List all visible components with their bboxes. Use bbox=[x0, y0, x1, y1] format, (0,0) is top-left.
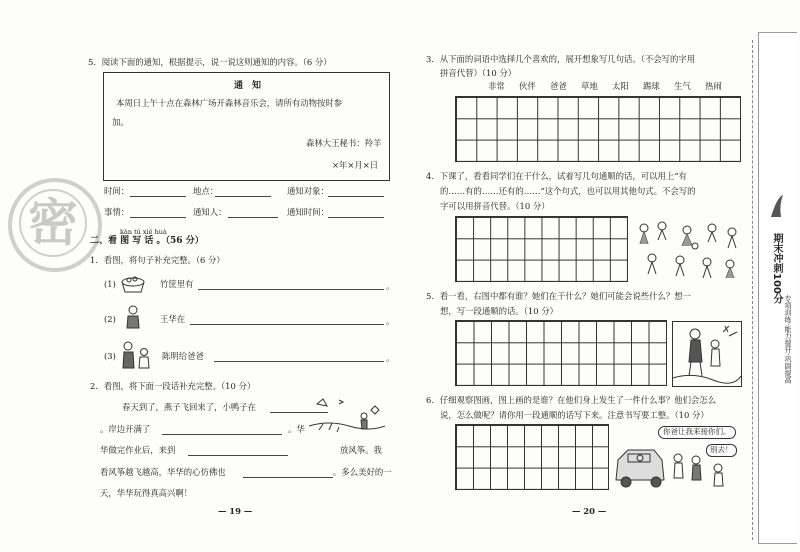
word-3: 草地 bbox=[581, 81, 598, 91]
field-time-label: 时间： bbox=[104, 186, 130, 196]
right-page-number: — 20 — bbox=[572, 506, 607, 516]
field-target-label: 通知对象： bbox=[287, 186, 329, 196]
word-0: 非常 bbox=[488, 81, 505, 91]
field-place-blank[interactable] bbox=[215, 187, 271, 197]
q3-prompt-line-2: 拼音代替）（10 分） bbox=[440, 68, 517, 78]
q6-prompt-line-2: 说，怎么做呢？请你用一段通顺的话写下来。注意书写要工整。（10 分） bbox=[440, 410, 709, 420]
field-time-blank[interactable] bbox=[130, 187, 186, 197]
q5-writing-grid[interactable] bbox=[455, 320, 667, 386]
women-walking-drawing bbox=[673, 322, 741, 386]
q1-item-1-blank[interactable] bbox=[198, 280, 384, 290]
field-notice-time-blank[interactable] bbox=[328, 208, 384, 218]
word-5: 踢球 bbox=[643, 81, 660, 91]
brand-slogan: 专项训练·能力提升·巩固提高 bbox=[784, 295, 792, 384]
q1-item-2-number: (2) bbox=[104, 314, 116, 324]
field-target-blank[interactable] bbox=[328, 187, 384, 197]
boy-painting-picture bbox=[122, 304, 144, 330]
notice-body-line-2: 加。 bbox=[112, 117, 129, 127]
q2-line-4a: 看风筝越飞越高，华华的心仿佛也 bbox=[100, 467, 226, 477]
q2-line-2b: 。华 bbox=[288, 424, 305, 434]
q1-item-1-text: 竹筐里有 bbox=[160, 279, 194, 289]
q1-item-3-end: 。 bbox=[386, 353, 395, 363]
q1-item-3-blank[interactable] bbox=[214, 352, 384, 362]
notice-title: 通 知 bbox=[234, 81, 262, 91]
q5-prompt: 5．阅读下面的通知，根据提示，说一说这则通知的内容。（6 分） bbox=[88, 57, 332, 67]
notice-box bbox=[103, 72, 390, 181]
q1-item-3-number: (3) bbox=[104, 351, 116, 361]
q1-item-2-end: 。 bbox=[386, 316, 395, 326]
bamboo-basket-picture bbox=[120, 274, 146, 294]
q2-blank-4[interactable] bbox=[243, 468, 333, 478]
q3-prompt-line-1: 3．从下面的词语中选择几个喜欢的，展开想象写几句话。（不会写的字用 bbox=[426, 54, 696, 64]
recess-children-picture bbox=[632, 218, 744, 280]
word-4: 太阳 bbox=[612, 81, 629, 91]
q3-word-bank bbox=[488, 82, 748, 94]
q1-item-2-blank[interactable] bbox=[190, 315, 384, 325]
q4-writing-grid[interactable] bbox=[455, 216, 628, 282]
women-walking-picture bbox=[672, 321, 742, 387]
q5-right-prompt-line-2: 想，写一段通顺的话。（10 分） bbox=[440, 306, 558, 316]
notice-signature: 森林大王秘书：羚羊 bbox=[306, 138, 382, 148]
section-2-pinyin: kàn tú xiě huà bbox=[120, 228, 167, 236]
speech-bubble-1: 你爸让我来接你们。 bbox=[658, 426, 736, 439]
notice-body-line-1: 本周日上午十点在森林广场开森林音乐会，请所有动物按时参 bbox=[116, 98, 343, 108]
q2-blank-2[interactable] bbox=[162, 425, 282, 435]
q2-line-2a: 。岸边开满了 bbox=[100, 424, 151, 434]
section-2-title: 二、看 图 写 话 。（56 分） bbox=[90, 236, 204, 246]
q1-item-2-text: 王华在 bbox=[160, 314, 186, 324]
field-notifier-blank[interactable] bbox=[228, 208, 278, 218]
brand-logo bbox=[769, 193, 785, 219]
q3-writing-grid[interactable] bbox=[455, 96, 741, 162]
word-1: 伙伴 bbox=[519, 81, 536, 91]
stamp-character: 密 bbox=[28, 193, 78, 252]
q6-writing-grid[interactable] bbox=[455, 424, 609, 490]
field-place-label: 地点： bbox=[193, 186, 219, 196]
q1-prompt: 1．看图，将句子补充完整。（6 分） bbox=[90, 255, 225, 265]
q2-line-5: 天，华华玩得真高兴啊！ bbox=[100, 488, 193, 498]
q2-prompt: 2．看图，将下面一段话补充完整。（10 分） bbox=[90, 381, 256, 391]
field-notice-time-label: 通知时间： bbox=[287, 207, 329, 217]
word-2: 爸爸 bbox=[550, 81, 567, 91]
field-notifier-label: 通知人： bbox=[193, 207, 227, 217]
binding-sidebar bbox=[758, 32, 797, 544]
binding-fold-line bbox=[752, 40, 753, 540]
q1-item-1-number: (1) bbox=[104, 279, 116, 289]
q4-prompt-line-2: 的……有的……还有的……”这个句式，也可以用其他句式。不会写的 bbox=[440, 186, 696, 196]
spring-kite-picture bbox=[309, 396, 385, 436]
word-6: 生气 bbox=[674, 81, 691, 91]
field-event-blank[interactable] bbox=[130, 208, 186, 218]
q5-right-prompt-line-1: 5．看一看，右图中都有谁？她们在干什么？她们可能会说些什么？想一 bbox=[426, 291, 691, 301]
car-scene-drawing bbox=[614, 424, 744, 490]
q2-line-4b: 。多么美好的一 bbox=[333, 467, 392, 477]
q2-line-3b: 放风筝。我 bbox=[340, 445, 382, 455]
q4-prompt-line-3: 字可以用拼音代替。（10 分） bbox=[440, 201, 550, 211]
q1-item-3-text: 陈明给爸爸 bbox=[162, 351, 204, 361]
boy-with-father-picture bbox=[120, 340, 152, 370]
left-page-number: — 19 — bbox=[218, 506, 253, 516]
q4-prompt-line-1: 4．下课了，看看同学们在干什么，试着写几句通顺的话，可以用上“有 bbox=[426, 171, 687, 181]
q2-line-1: 春天到了，燕子飞回来了，小鸭子在 bbox=[122, 402, 256, 412]
word-7: 热闹 bbox=[705, 81, 722, 91]
speech-bubble-2: 别去！ bbox=[706, 444, 737, 457]
q2-blank-3[interactable] bbox=[188, 446, 288, 456]
q1-item-1-end: 。 bbox=[386, 281, 395, 291]
brand-title: 期末冲刺100分 bbox=[771, 233, 782, 304]
q6-prompt-line-1: 6．仔细观察图画，图上画的是谁？在他们身上发生了一件什么事？他们会怎么 bbox=[426, 395, 717, 405]
q2-line-3a: 华做完作业后，来到 bbox=[100, 445, 176, 455]
confidential-stamp bbox=[8, 178, 102, 272]
car-scene-picture bbox=[614, 424, 744, 490]
field-event-label: 事情： bbox=[104, 207, 130, 217]
notice-date: ×年×月×日 bbox=[332, 160, 379, 170]
